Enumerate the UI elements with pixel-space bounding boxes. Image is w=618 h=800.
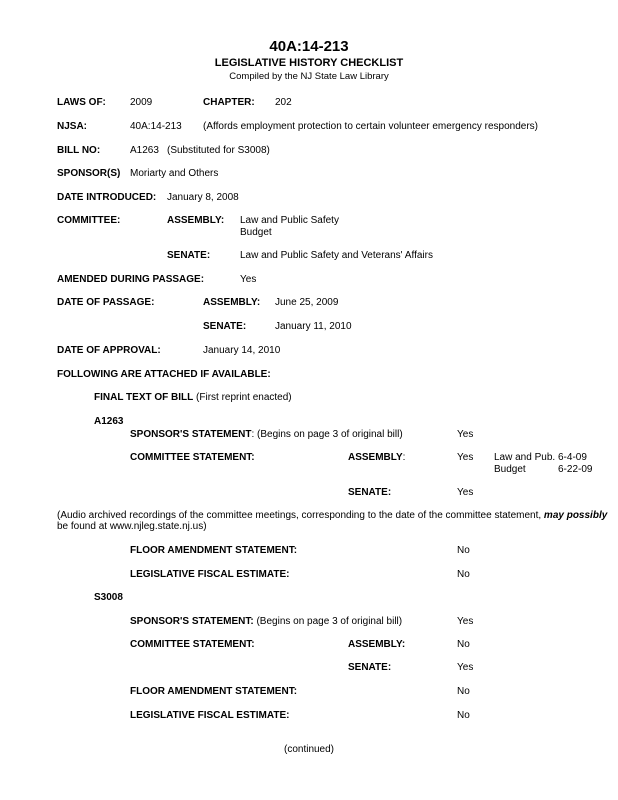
a1263-assembly-detail-2a: Budget — [494, 464, 526, 475]
a1263-sponsor-line — [130, 429, 403, 441]
audio-note-text: (Audio archived recordings of the committee meetings, corresponding to the date of the committee statement, — [57, 510, 542, 521]
s3008-senate-value: Yes — [457, 662, 474, 673]
s3008-assembly-label: ASSEMBLY: — [348, 639, 406, 650]
a1263-fiscal-label: LEGISLATIVE FISCAL ESTIMATE: — [130, 569, 290, 580]
bill-no-value: A1263 — [130, 145, 159, 156]
s3008-senate-label: SENATE: — [348, 662, 392, 673]
compiled-by-line: Compiled by the NJ State Law Library — [229, 71, 389, 82]
chapter-value: 202 — [275, 97, 292, 108]
a1263-senate-label: SENATE: — [348, 487, 392, 498]
njsa-description: (Affords employment protection to certain volunteer emergency responders) — [203, 121, 538, 132]
s3008-sponsor-label: SPONSOR'S STATEMENT: — [130, 616, 254, 627]
s3008-heading: S3008 — [94, 592, 123, 603]
amended-label: AMENDED DURING PASSAGE: — [57, 274, 205, 285]
laws-of-label: LAWS OF: — [57, 97, 106, 108]
passage-senate-value: January 11, 2010 — [275, 321, 352, 332]
laws-of-value: 2009 — [130, 97, 153, 108]
a1263-assembly-colon: : — [402, 452, 406, 463]
bill-no-label: BILL NO: — [57, 145, 101, 156]
checklist-subtitle: LEGISLATIVE HISTORY CHECKLIST — [214, 57, 404, 69]
a1263-committee-label: COMMITTEE STATEMENT: — [130, 452, 255, 463]
s3008-sponsor-note: (Begins on page 3 of original bill) — [256, 616, 403, 627]
passage-label: DATE OF PASSAGE: — [57, 297, 155, 308]
s3008-fiscal-label: LEGISLATIVE FISCAL ESTIMATE: — [130, 710, 290, 721]
committee-senate-label: SENATE: — [167, 250, 211, 261]
a1263-assembly-value: Yes — [457, 452, 474, 463]
passage-assembly-label: ASSEMBLY: — [203, 297, 261, 308]
date-introduced-label: DATE INTRODUCED: — [57, 192, 157, 203]
a1263-assembly-detail-1a: Law and Pub. — [494, 452, 556, 463]
approval-label: DATE OF APPROVAL: — [57, 345, 161, 356]
bill-no-note: (Substituted for S3008) — [167, 145, 270, 156]
s3008-floor-value: No — [457, 686, 470, 697]
page-title: 40A:14-213 — [269, 38, 349, 55]
njsa-value: 40A:14-213 — [130, 121, 182, 132]
chapter-label: CHAPTER: — [203, 97, 255, 108]
sponsors-value: Moriarty and Others — [130, 168, 219, 179]
a1263-fiscal-value: No — [457, 569, 470, 580]
final-text-line — [94, 392, 292, 404]
passage-assembly-value: June 25, 2009 — [275, 297, 339, 308]
approval-value: January 14, 2010 — [203, 345, 281, 356]
final-text-note: (First reprint enacted) — [196, 392, 292, 403]
amended-value: Yes — [240, 274, 257, 285]
a1263-assembly-label: ASSEMBLY — [348, 452, 403, 463]
date-introduced-value: January 8, 2008 — [167, 192, 239, 203]
a1263-assembly-detail-2b: 6-22-09 — [558, 464, 593, 475]
a1263-floor-value: No — [457, 545, 470, 556]
s3008-floor-label: FLOOR AMENDMENT STATEMENT: — [130, 686, 298, 697]
s3008-fiscal-value: No — [457, 710, 470, 721]
attached-heading: FOLLOWING ARE ATTACHED IF AVAILABLE: — [57, 369, 271, 380]
committee-assembly-2: Budget — [240, 227, 272, 238]
continued-note: (continued) — [283, 744, 335, 755]
s3008-sponsor-value: Yes — [457, 616, 474, 627]
s3008-committee-label: COMMITTEE STATEMENT: — [130, 639, 255, 650]
a1263-senate-value: Yes — [457, 487, 474, 498]
a1263-sponsor-note: : (Begins on page 3 of original bill) — [251, 429, 403, 440]
a1263-heading: A1263 — [94, 416, 124, 427]
njsa-label: NJSA: — [57, 121, 88, 132]
committee-senate-value: Law and Public Safety and Veterans' Affairs — [240, 250, 433, 261]
passage-senate-label: SENATE: — [203, 321, 247, 332]
final-text-label: FINAL TEXT OF BILL — [94, 392, 194, 403]
sponsors-label: SPONSOR(S) — [57, 168, 121, 179]
a1263-assembly-line — [348, 452, 405, 464]
a1263-sponsor-label: SPONSOR'S STATEMENT — [130, 429, 252, 440]
committee-assembly-1: Law and Public Safety — [240, 215, 339, 226]
audio-note-emphasis: may possibly — [543, 510, 608, 521]
committee-label: COMMITTEE: — [57, 215, 121, 226]
audio-note-line-2: be found at www.njleg.state.nj.us) — [57, 521, 207, 532]
a1263-floor-label: FLOOR AMENDMENT STATEMENT: — [130, 545, 298, 556]
a1263-sponsor-value: Yes — [457, 429, 474, 440]
s3008-sponsor-line — [130, 616, 402, 628]
s3008-assembly-value: No — [457, 639, 470, 650]
committee-assembly-label: ASSEMBLY: — [167, 215, 225, 226]
a1263-assembly-detail-1b: 6-4-09 — [558, 452, 587, 463]
